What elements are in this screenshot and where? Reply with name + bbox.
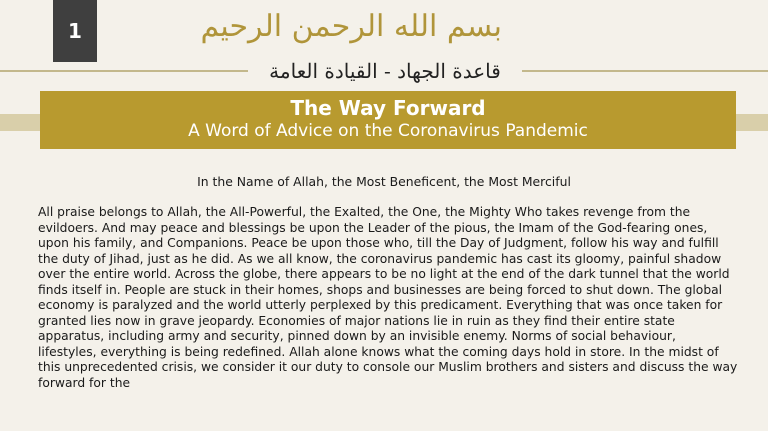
page-number-badge: 1 xyxy=(53,0,97,62)
header-divider-left xyxy=(0,70,248,72)
invocation-line: In the Name of Allah, the Most Beneficent, the Most Merciful xyxy=(197,174,571,189)
document-subtitle: A Word of Advice on the Coronavirus Pandemic xyxy=(188,121,588,141)
title-band-right xyxy=(736,114,768,131)
organization-name: قاعدة الجهاد - القيادة العامة xyxy=(269,59,501,83)
header-divider-right xyxy=(522,70,768,72)
title-band-left xyxy=(0,114,40,131)
document-title: The Way Forward xyxy=(290,96,486,120)
title-banner xyxy=(40,91,736,149)
basmala-calligraphy: بسم الله الرحمن الرحيم xyxy=(200,9,502,44)
body-paragraph: All praise belongs to Allah, the All-Powerful, the Exalted, the One, the Mighty Who takes revenge from the evildoers. And may peace and blessings be upon the Leader of the pious, the Imam of the God-fearing ones, upon his family, and Companions. Peace be upon those who, till the Day of Judgment, follow his way and fulfill the duty of Jihad, just as he did. As we all know, the coronavirus pandemic has cast its gloomy, painful shadow over the entire world. Across the globe, there appears to be no light at the end of the dark tunnel that the world finds itself in. People are stuck in their homes, shops and businesses are being forced to shut down. The global economy is paralyzed and the world utterly perplexed by this predicament. Everything that was once taken for granted lies now in grave jeopardy. Economies of major nations lie in ruin as they find their entire state apparatus, including army and security, pinned down by an invisible enemy. Norms of social behaviour, lifestyles, everything is being redefined. Allah alone knows what the coming days hold in store. In the midst of this unprecedented crisis, we consider it our duty to console our Muslim brothers and sisters and discuss the way forward for the xyxy=(38,205,738,390)
